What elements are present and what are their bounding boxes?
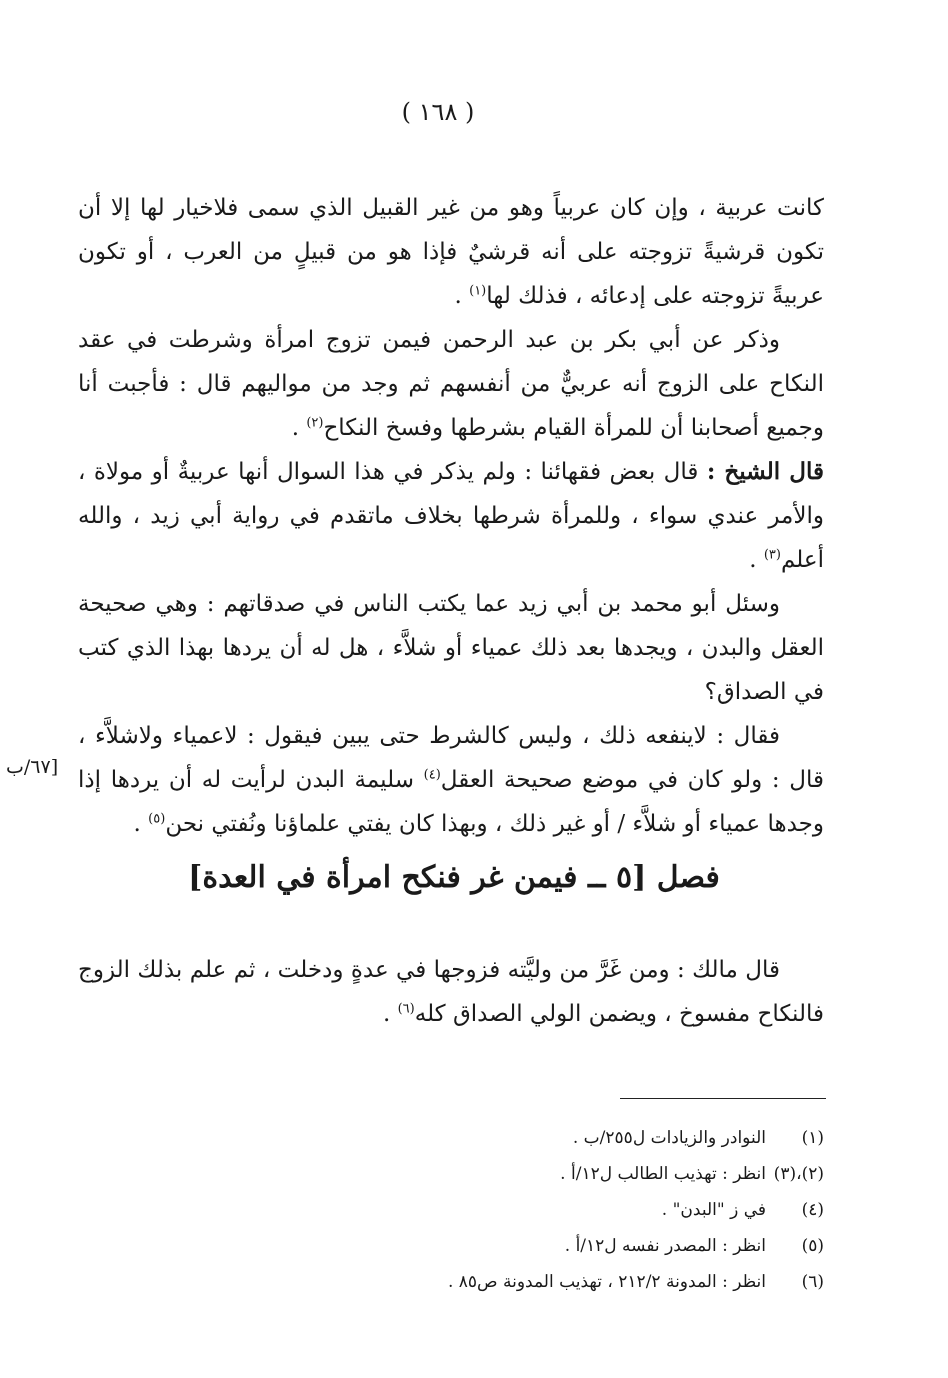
footnote-text: انظر : المصدر نفسه ل١٢/أ . (564, 1236, 766, 1256)
section-paragraph: قال مالك : ومن غَرَّ من وليَّته فزوجها في عدةٍ ودخلت ، ثم علم بذلك الزوج فالنكاح مفسوخ ، ويضمن الولي الصداق كله$^{(٦)}$ . (78, 957, 824, 1027)
footnote-number: (٤) (801, 1200, 824, 1220)
footnote-item (320, 1228, 824, 1264)
footnote-text: النوادر والزيادات ل٢٥٥/ب . (572, 1128, 766, 1148)
paragraph-4: وسئل أبو محمد بن أبي زيد عما يكتب الناس في صدقاتهم : وهي صحيحة العقل والبدن ، ويجدها بعد ذلك عمياء أو شلاَّء ، هل له أن يردها بهذا الذي كتب في الصداق؟ (78, 591, 824, 705)
footnote-ref-5: (٥) (148, 811, 166, 827)
footnote-item (320, 1264, 824, 1300)
footnote-divider (620, 1098, 826, 1099)
footnote-item (320, 1120, 824, 1156)
footnote-ref-6: (٦) (397, 1001, 415, 1017)
footnote-number: (٦) (801, 1272, 824, 1292)
footnote-ref-1: (١) (469, 283, 487, 299)
footnote-text: انظر : تهذيب الطالب ل١٢/أ . (560, 1164, 766, 1184)
paragraph-1: كانت عربية ، وإن كان عربياً وهو من غير القبيل الذي سمى فلاخيار لها إلا أن تكون قرشيةً تزوجته على أنه قرشيٌ فإذا هو من قبيلٍ من العرب ، أو تكون عربيةً تزوجته على إدعائه ، فذلك لها$^{(١)}$ . (78, 195, 824, 309)
margin-folio-reference: [٦٧/ب (6, 756, 59, 778)
section-text (78, 948, 824, 1036)
footnote-item (320, 1192, 824, 1228)
footnote-ref-4: (٤) (423, 767, 441, 783)
main-text (78, 186, 824, 846)
footnote-item (320, 1156, 824, 1192)
paragraph-5: فقال : لاينفعه ذلك ، وليس كالشرط حتى يبين فيقول : لاعمياء ولاشلاَّء ، قال : ولو كان في موضع صحيحة العقل$^{(٤)}$ سليمة البدن لرأيت له أن يردها إذا وجدها عمياء أو شلاَّء / أو غير ذلك ، وبهذا كان يفتي علماؤنا ونُفتي نحن$^{(٥)}$ . (78, 723, 824, 837)
footnote-ref-2: (٢) (306, 415, 324, 431)
footnote-number: (١) (801, 1128, 824, 1148)
paragraph-3: قال الشيخ : قال بعض فقهائنا : ولم يذكر في هذا السوال أنها عربيةٌ أو مولاة ، والأمر عندي سواء ، وللمرأة شرطها بخلاف ماتقدم في رواية أبي زيد ، والله أعلم$^{(٣)}$ . (78, 458, 824, 573)
paragraph-2: وذكر عن أبي بكر بن عبد الرحمن فيمن تزوج امرأة وشرطت في عقد النكاح على الزوج أنه عربيٌّ من أنفسهم ثم وجد من مواليهم قال : فأجبت أنا وجميع أصحابنا أن للمرأة القيام بشرطها وفسخ النكاح$^{(٢)}$ . (78, 327, 824, 441)
footnote-number: (٥) (801, 1236, 824, 1256)
sheikh-lead: قال الشيخ : (706, 458, 824, 485)
footnote-number: (٢)،(٣) (773, 1164, 824, 1184)
section-heading: فصل [٥ ــ فيمن غر فنكح امرأة في العدة] (188, 860, 720, 895)
page-number: ( ١٦٨ ) (401, 98, 475, 126)
footnote-ref-3: (٣) (763, 547, 781, 563)
footnote-text: في ز "البدن" . (661, 1200, 766, 1220)
footnote-text: انظر : المدونة ٢١٢/٢ ، تهذيب المدونة ص٨٥ . (447, 1272, 766, 1292)
footnotes (320, 1120, 824, 1300)
